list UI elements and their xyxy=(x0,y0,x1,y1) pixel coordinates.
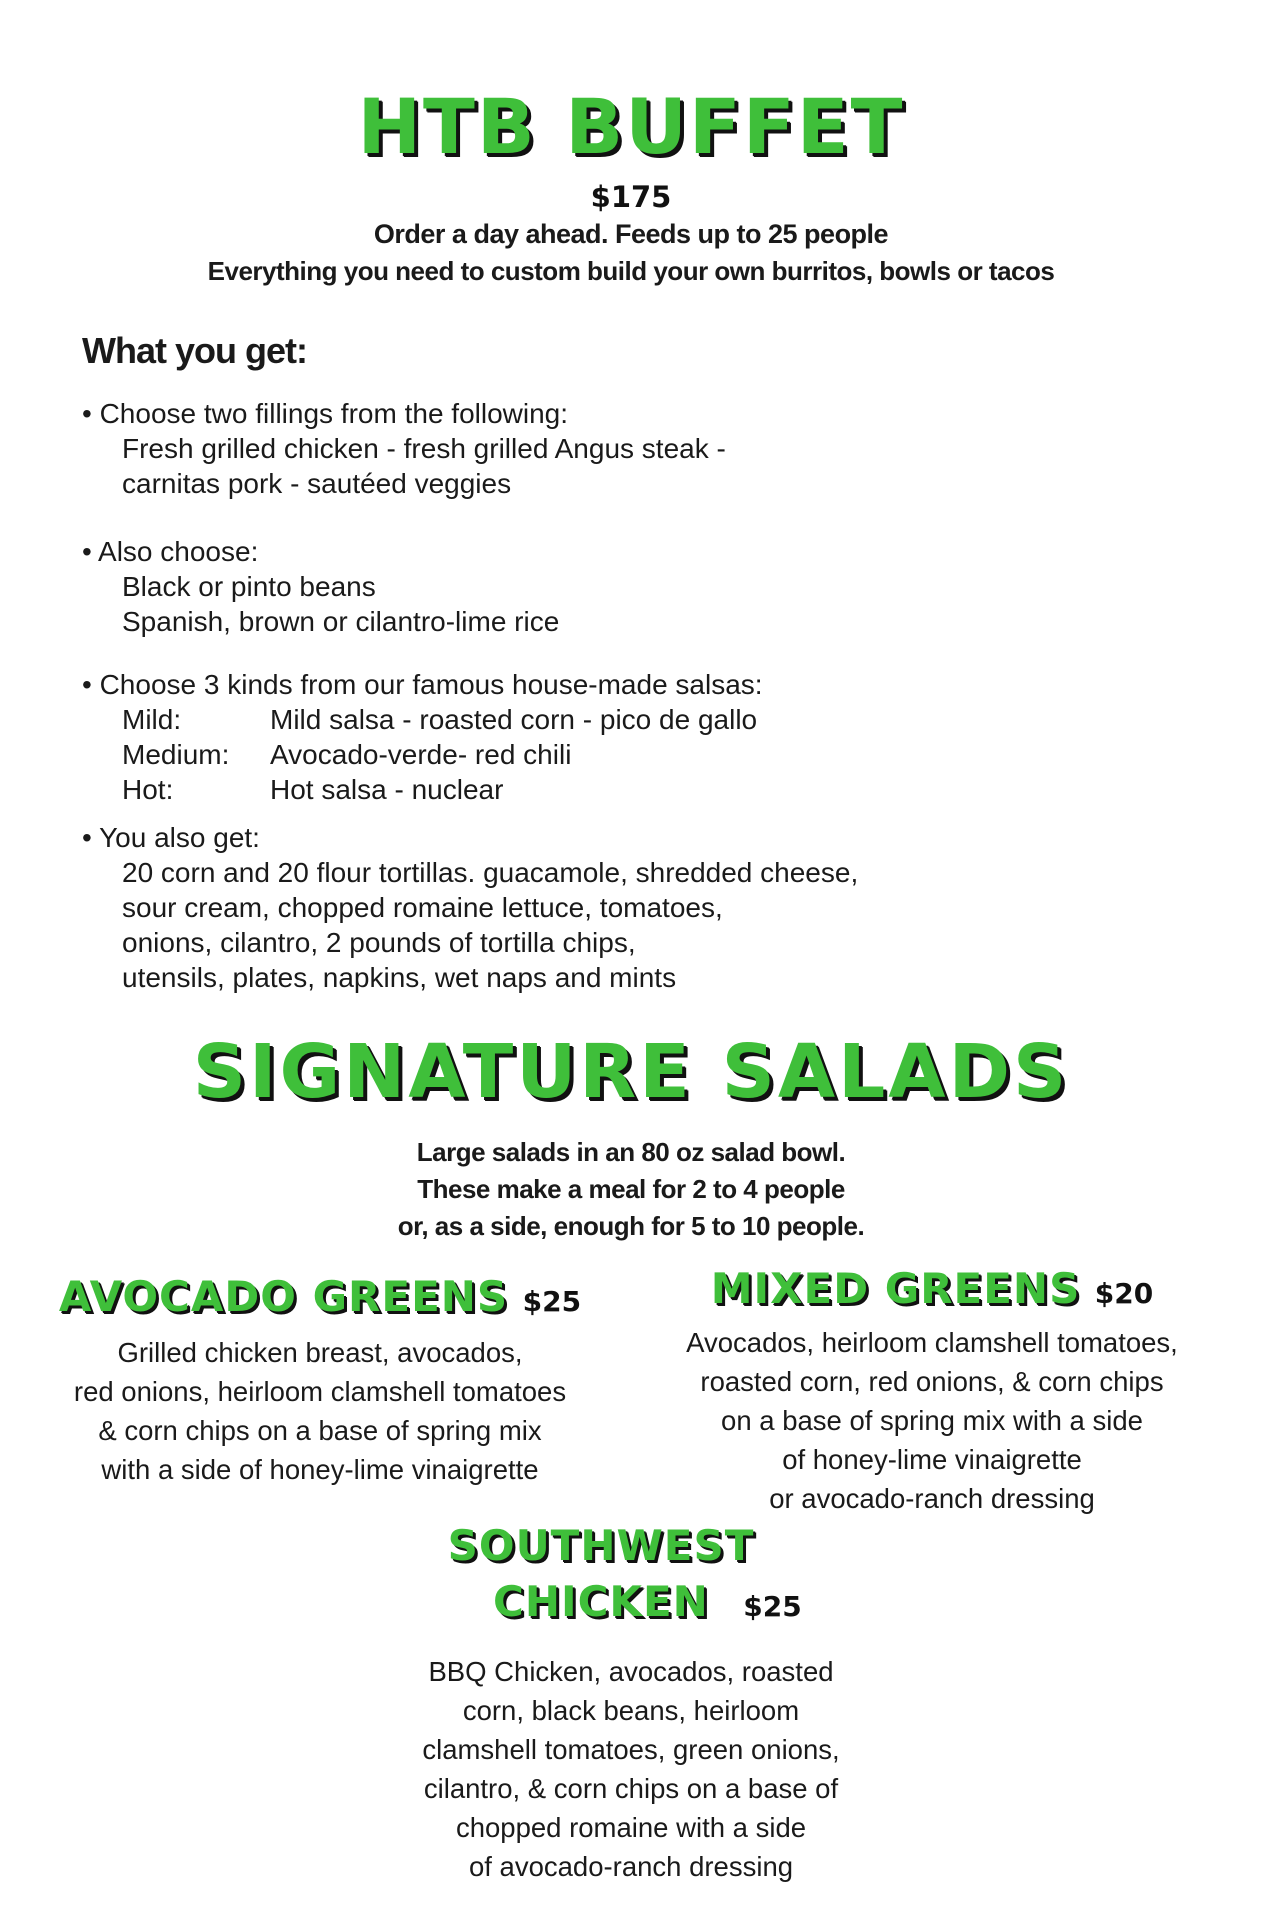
salads-title: SIGNATURE SALADS xyxy=(192,1029,1070,1115)
salad-description xyxy=(331,1652,931,1886)
salad-desc-line: red onions, heirloom clamshell tomatoes xyxy=(73,1376,567,1407)
also-get-line: sour cream, chopped romaine lettuce, tomatoes, xyxy=(122,892,723,923)
salsa-items: Mild salsa - roasted corn - pico de gallo xyxy=(270,704,758,735)
salsa-row-medium xyxy=(82,737,982,772)
salsa-level: Medium: xyxy=(122,739,230,770)
salad-name: MIXED GREENS xyxy=(710,1264,1081,1313)
salad-price: $25 xyxy=(522,1285,582,1318)
salad-avocado-greens xyxy=(20,1272,620,1489)
salad-price: $25 xyxy=(743,1590,802,1623)
salsas-bullet: • Choose 3 kinds from our famous house-made salsas: xyxy=(82,669,763,700)
salad-desc-line: & corn chips on a base of spring mix xyxy=(98,1415,542,1446)
salad-name-line: SOUTHWEST xyxy=(447,1521,755,1570)
salsa-row-mild xyxy=(82,702,982,737)
salad-name-line: CHICKEN xyxy=(493,1577,709,1626)
also-choose-section xyxy=(82,534,982,639)
also-choose-bullet: • Also choose: xyxy=(82,536,259,567)
what-you-get-heading: What you get: xyxy=(82,330,307,371)
salad-desc-line: clamshell tomatoes, green onions, xyxy=(422,1734,840,1765)
also-get-line: 20 corn and 20 flour tortillas. guacamole, shredded cheese, xyxy=(122,857,859,888)
salsa-level: Hot: xyxy=(122,774,174,805)
salad-desc-line: chopped romaine with a side xyxy=(455,1812,807,1843)
salad-desc-line: of avocado-ranch dressing xyxy=(468,1851,794,1882)
salads-header xyxy=(0,1030,1262,1245)
buffet-title: HTB BUFFET xyxy=(357,82,905,171)
fillings-line: carnitas pork - sautéed veggies xyxy=(122,468,512,499)
buffet-price: $175 xyxy=(590,180,672,214)
salads-intro-line: These make a meal for 2 to 4 people xyxy=(417,1174,845,1204)
also-get-line: onions, cilantro, 2 pounds of tortilla chips, xyxy=(122,927,636,958)
salsas-section xyxy=(82,667,982,807)
also-get-bullet: • You also get: xyxy=(82,822,260,853)
buffet-line-1: Order a day ahead. Feeds up to 25 people xyxy=(373,219,889,249)
fillings-bullet: • Choose two fillings from the following: xyxy=(82,398,569,429)
fillings-line: Fresh grilled chicken - fresh grilled Angus steak - xyxy=(122,433,726,464)
salad-name: AVOCADO GREENS xyxy=(58,1272,509,1321)
fillings-section xyxy=(82,396,982,501)
buffet-header xyxy=(0,84,1262,288)
also-choose-line: Spanish, brown or cilantro-lime rice xyxy=(122,606,560,637)
salad-price: $20 xyxy=(1094,1277,1154,1310)
salad-desc-line: on a base of spring mix with a side xyxy=(721,1405,1143,1436)
salad-desc-line: Avocados, heirloom clamshell tomatoes, xyxy=(686,1327,1178,1358)
salad-southwest-chicken xyxy=(331,1518,931,1886)
salad-desc-line: cilantro, & corn chips on a base of xyxy=(423,1773,839,1804)
salads-intro-line: Large salads in an 80 oz salad bowl. xyxy=(416,1137,846,1167)
salsa-row-hot xyxy=(82,772,982,807)
salad-desc-line: with a side of honey-lime vinaigrette xyxy=(101,1454,539,1485)
salad-description xyxy=(20,1333,620,1489)
salad-desc-line: BBQ Chicken, avocados, roasted xyxy=(428,1656,834,1687)
salad-desc-line: corn, black beans, heirloom xyxy=(462,1695,800,1726)
salad-desc-line: Grilled chicken breast, avocados, xyxy=(117,1337,523,1368)
salad-desc-line: roasted corn, red onions, & corn chips xyxy=(700,1366,1164,1397)
salad-mixed-greens xyxy=(622,1264,1242,1518)
salads-intro-line: or, as a side, enough for 5 to 10 people. xyxy=(397,1211,865,1241)
buffet-line-2: Everything you need to custom build your own burritos, bowls or tacos xyxy=(207,256,1055,286)
salad-desc-line: or avocado-ranch dressing xyxy=(769,1483,1095,1514)
salad-desc-line: of honey-lime vinaigrette xyxy=(782,1444,1082,1475)
also-choose-line: Black or pinto beans xyxy=(122,571,376,602)
salsa-items: Avocado-verde- red chili xyxy=(270,739,572,770)
salad-description xyxy=(622,1323,1242,1518)
salad-name-block xyxy=(331,1518,931,1636)
also-get-section xyxy=(82,820,1032,995)
also-get-line: utensils, plates, napkins, wet naps and mints xyxy=(122,962,677,993)
salsa-items: Hot salsa - nuclear xyxy=(270,774,504,805)
salsa-level: Mild: xyxy=(122,704,182,735)
